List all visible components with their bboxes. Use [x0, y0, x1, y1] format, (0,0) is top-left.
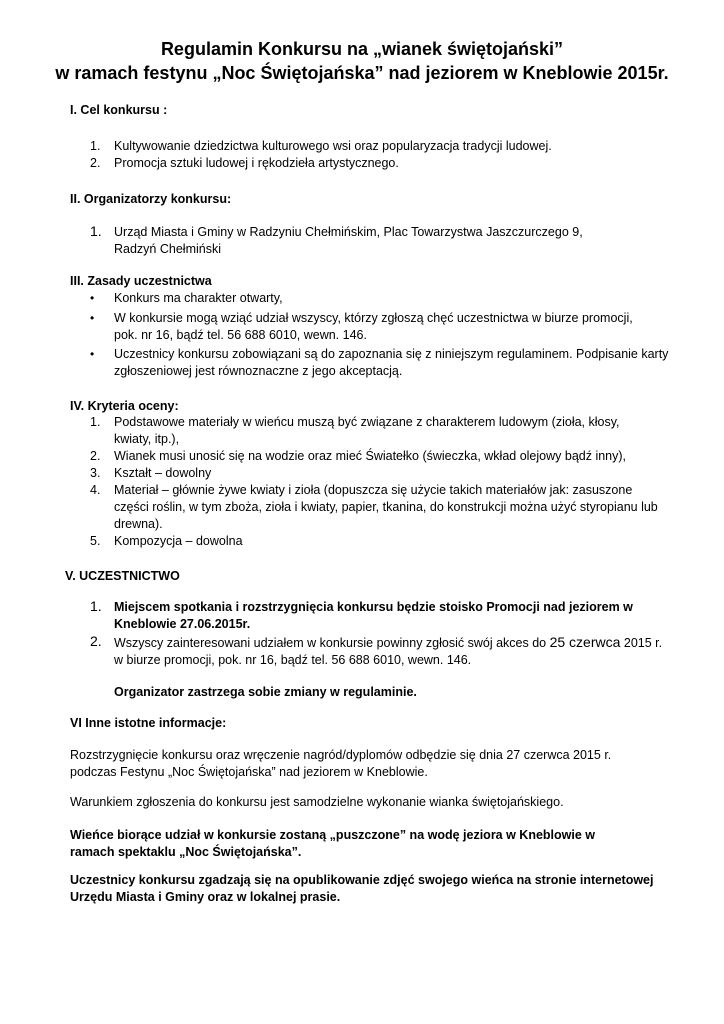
section-5-item-text [114, 634, 674, 652]
bullet: • [90, 347, 95, 361]
section-1-item-number: 1. [90, 139, 101, 153]
section-1-item-number: 2. [90, 156, 101, 170]
section-2-heading: II. Organizatorzy konkursu: [70, 192, 232, 206]
section-4-item-text: Podstawowe materiały w wieńcu muszą być związane z charakterem ludowym (zioła, kłosy, kwiaty, itp.), [114, 415, 620, 446]
section-4-item-text: Kształt – dowolny [114, 466, 212, 480]
section-3-heading: III. Zasady uczestnictwa [70, 274, 212, 288]
section-4-heading: IV. Kryteria oceny: [70, 399, 179, 413]
section-6-paragraph: Wieńce biorące udział w konkursie zostaną „puszczone” na wodę jeziora w Kneblowie w ramach spektaklu „Noc Świętojańska”. [70, 828, 596, 859]
section-1-item-text: Promocja sztuki ludowej i rękodzieła artystycznego. [114, 156, 399, 170]
bullet: • [90, 291, 95, 305]
section-4-item-number: 1. [90, 415, 101, 429]
section-5-heading [65, 569, 180, 583]
section-1-heading: I. Cel konkursu : [70, 103, 168, 117]
section-6-paragraph: Warunkiem zgłoszenia do konkursu jest samodzielne wykonanie wianka świętojańskiego. [70, 795, 564, 809]
section-6-paragraph: Uczestnicy konkursu zgadzają się na opublikowanie zdjęć swojego wieńca na stronie internetowej Urzędu Miasta i Gminy oraz w lokalnej prasie. [70, 873, 654, 904]
section-5-item-text: Miejscem spotkania i rozstrzygnięcia konkursu będzie stoisko Promocji nad jeziorem w Kneblowie 27.06.2015r. [114, 600, 633, 631]
section-2-item-number: 1. [90, 223, 102, 239]
section-5-item-text-b: 2015 r. [620, 636, 663, 650]
section-5-item-text-line-2: w biurze promocji, pok. nr 16, bądź tel. 56 688 6010, wewn. 146. [114, 653, 472, 667]
section-5-item-number: 2. [90, 633, 102, 649]
section-4-item-number: 4. [90, 483, 101, 497]
section-4-item-text: Wianek musi unosić się na wodzie oraz mieć Światełko (świeczka, wkład olejowy bądź inny), [114, 449, 627, 463]
section-5-heading-text: V. UCZESTNICTWO [65, 569, 180, 583]
bullet: • [90, 311, 95, 325]
section-1-item-text: Kultywowanie dziedzictwa kulturowego wsi oraz popularyzacja tradycji ludowej. [114, 139, 552, 153]
section-4-item-text: Materiał – głównie żywe kwiaty i zioła (dopuszcza się użycie takich materiałów jak: zasuszone części roślin, w tym zboża, zioła i kwiaty, papier, tkanina, do konstrukcji można użyć styropianu lub drewna). [114, 483, 658, 531]
section-4-item-text: Kompozycja – dowolna [114, 534, 243, 548]
section-3-item-text: Konkurs ma charakter otwarty, [114, 291, 283, 305]
section-5-item-number: 1. [90, 598, 102, 614]
section-4-item-number: 3. [90, 466, 101, 480]
section-5-deadline-date: 25 czerwca [549, 634, 621, 650]
section-2-item-text: Urząd Miasta i Gminy w Radzyniu Chełmińskim, Plac Towarzystwa Jaszczurczego 9, Radzyń Chełmiński [114, 225, 583, 256]
section-4-item-number: 5. [90, 534, 101, 548]
document-title-line-2: w ramach festynu „Noc Świętojańska” nad jeziorem w Kneblowie 2015r. [55, 63, 669, 83]
section-3-item-text: W konkursie mogą wziąć udział wszyscy, którzy zgłoszą chęć uczestnictwa w biurze promocji, pok. nr 16, bądź tel. 56 688 6010, wewn. 146. [114, 311, 633, 342]
section-5-item-text-a: Wszyscy zainteresowani udziałem w konkursie powinny zgłosić swój akces do [114, 636, 550, 650]
section-4-item-number: 2. [90, 449, 101, 463]
document-title-line-1: Regulamin Konkursu na „wianek świętojański” [160, 39, 564, 59]
section-6-paragraph: Rozstrzygnięcie konkursu oraz wręczenie nagród/dyplomów odbędzie się dnia 27 czerwca 2015 r. podczas Festynu „Noc Świętojańska” nad jeziorem w Kneblowie. [70, 748, 612, 779]
section-6-heading: VI Inne istotne informacje: [70, 716, 227, 730]
section-3-item-text: Uczestnicy konkursu zobowiązani są do zapoznania się z niniejszym regulaminem. Podpisanie karty zgłoszeniowej jest równoznaczne z jego akceptacją. [114, 347, 669, 378]
regulation-change-note: Organizator zastrzega sobie zmiany w regulaminie. [114, 685, 417, 699]
